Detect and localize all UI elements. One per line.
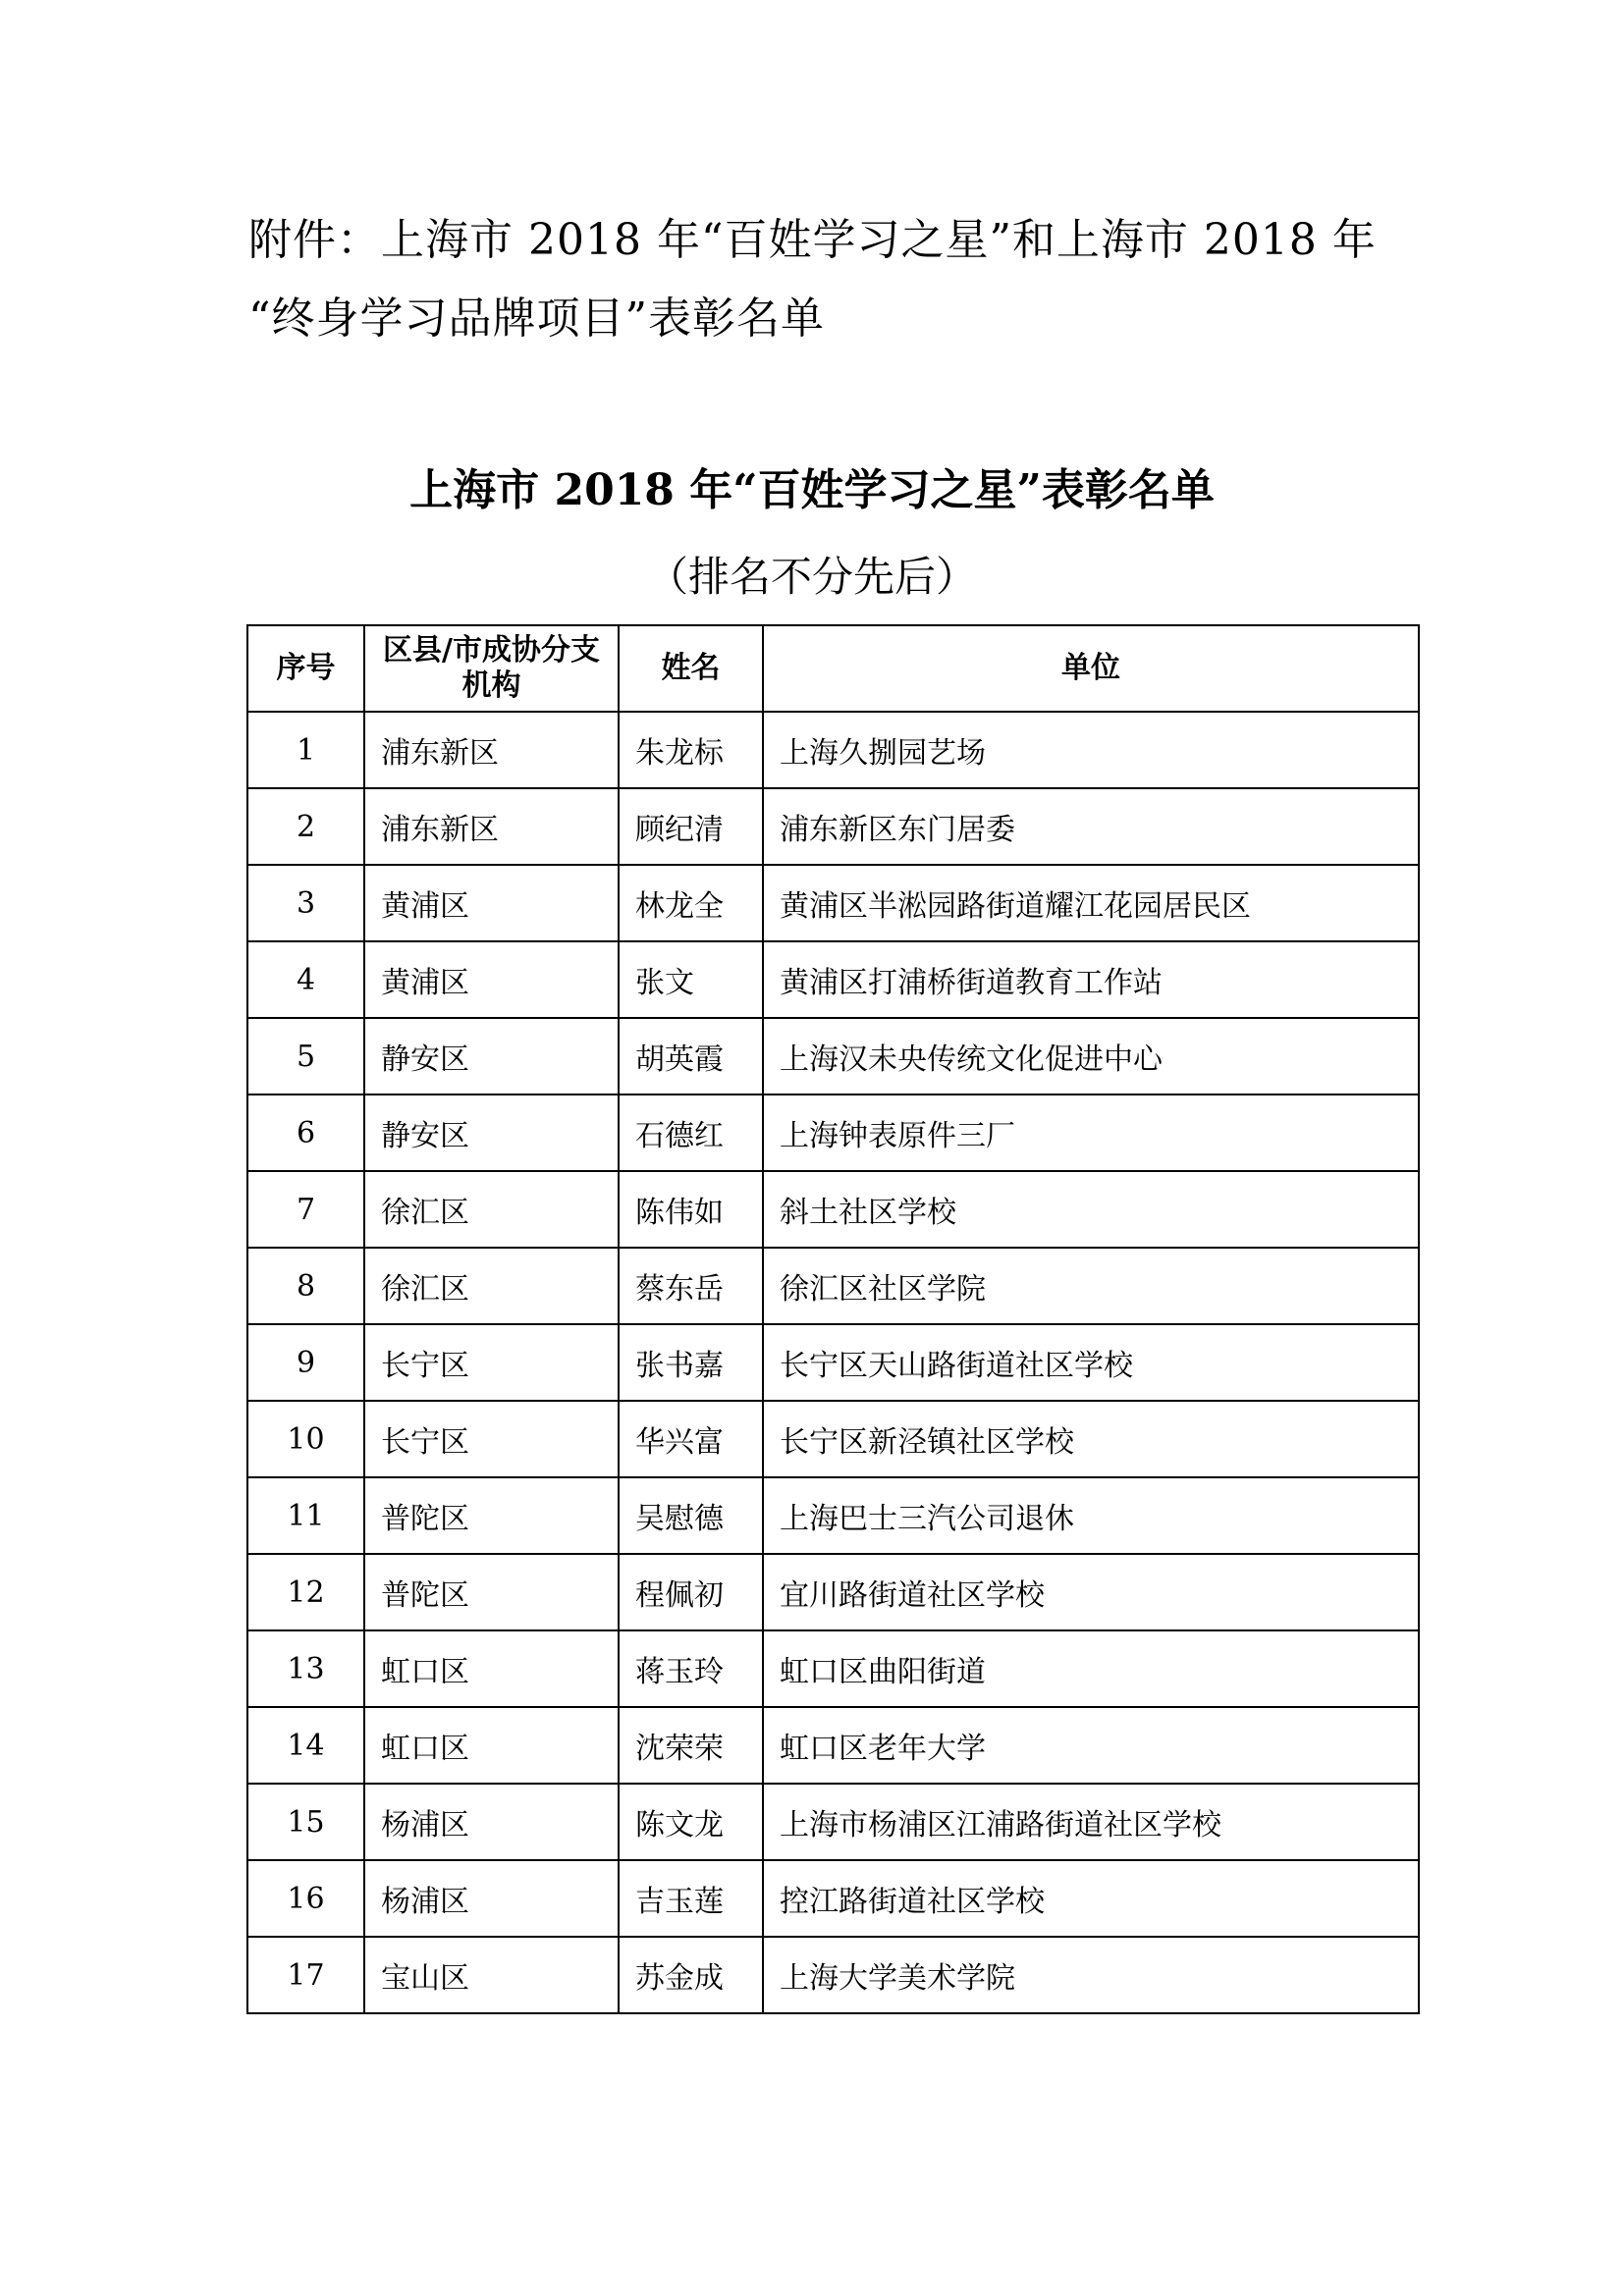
cell-name: 陈文龙	[619, 1784, 763, 1860]
header-organization: 单位	[763, 625, 1419, 712]
cell-name: 朱龙标	[619, 712, 763, 788]
table-row	[247, 1248, 1419, 1324]
cell-organization: 控江路街道社区学校	[763, 1860, 1419, 1937]
cell-district: 浦东新区	[364, 788, 619, 865]
table-row	[247, 712, 1419, 788]
cell-organization: 上海大学美术学院	[763, 1937, 1419, 2013]
cell-name: 吉玉莲	[619, 1860, 763, 1937]
cell-district: 虹口区	[364, 1630, 619, 1707]
attachment-heading-line-2: “终身学习品牌项目”表彰名单	[248, 294, 825, 344]
table-row	[247, 941, 1419, 1018]
cell-organization: 黄浦区打浦桥街道教育工作站	[763, 941, 1419, 1018]
cell-name: 沈荣荣	[619, 1707, 763, 1784]
cell-name: 陈伟如	[619, 1171, 763, 1248]
list-title: 上海市 2018 年“百姓学习之星”表彰名单	[409, 465, 1215, 515]
cell-district: 普陀区	[364, 1477, 619, 1554]
cell-district: 静安区	[364, 1095, 619, 1171]
cell-district: 宝山区	[364, 1937, 619, 2013]
table-row	[247, 1401, 1419, 1477]
table-body	[247, 712, 1419, 2013]
cell-serial-number: 16	[247, 1860, 364, 1937]
cell-name: 张文	[619, 941, 763, 1018]
cell-serial-number: 15	[247, 1784, 364, 1860]
cell-serial-number: 6	[247, 1095, 364, 1171]
cell-name: 华兴富	[619, 1401, 763, 1477]
header-name: 姓名	[619, 625, 763, 712]
cell-name: 石德红	[619, 1095, 763, 1171]
cell-organization: 上海久捌园艺场	[763, 712, 1419, 788]
cell-serial-number: 2	[247, 788, 364, 865]
table-row	[247, 1554, 1419, 1630]
table-row	[247, 1630, 1419, 1707]
table-row	[247, 1860, 1419, 1937]
cell-serial-number: 12	[247, 1554, 364, 1630]
cell-name: 苏金成	[619, 1937, 763, 2013]
cell-district: 浦东新区	[364, 712, 619, 788]
cell-district: 徐汇区	[364, 1248, 619, 1324]
attachment-heading-line-1: 附件：上海市 2018 年“百姓学习之星”和上海市 2018 年	[248, 215, 1377, 265]
cell-serial-number: 10	[247, 1401, 364, 1477]
cell-organization: 黄浦区半淞园路街道耀江花园居民区	[763, 865, 1419, 941]
cell-serial-number: 9	[247, 1324, 364, 1401]
table-row	[247, 1018, 1419, 1095]
table-row	[247, 865, 1419, 941]
cell-district: 杨浦区	[364, 1860, 619, 1937]
table-row	[247, 1324, 1419, 1401]
table-row	[247, 1707, 1419, 1784]
cell-district: 普陀区	[364, 1554, 619, 1630]
table-row	[247, 788, 1419, 865]
table-row	[247, 1784, 1419, 1860]
cell-organization: 上海汉未央传统文化促进中心	[763, 1018, 1419, 1095]
cell-organization: 长宁区新泾镇社区学校	[763, 1401, 1419, 1477]
cell-serial-number: 8	[247, 1248, 364, 1324]
cell-name: 程佩初	[619, 1554, 763, 1630]
cell-serial-number: 5	[247, 1018, 364, 1095]
cell-serial-number: 14	[247, 1707, 364, 1784]
cell-district: 黄浦区	[364, 941, 619, 1018]
header-serial-number: 序号	[247, 625, 364, 712]
cell-organization: 浦东新区东门居委	[763, 788, 1419, 865]
cell-organization: 宜川路街道社区学校	[763, 1554, 1419, 1630]
table-row	[247, 1095, 1419, 1171]
cell-serial-number: 11	[247, 1477, 364, 1554]
table-row	[247, 1477, 1419, 1554]
cell-name: 蔡东岳	[619, 1248, 763, 1324]
cell-district: 徐汇区	[364, 1171, 619, 1248]
cell-name: 张书嘉	[619, 1324, 763, 1401]
header-district: 区县/市成协分支机构	[364, 625, 619, 712]
cell-name: 林龙全	[619, 865, 763, 941]
list-subtitle: （排名不分先后）	[646, 553, 977, 601]
cell-organization: 上海钟表原件三厂	[763, 1095, 1419, 1171]
cell-organization: 长宁区天山路街道社区学校	[763, 1324, 1419, 1401]
cell-serial-number: 13	[247, 1630, 364, 1707]
cell-district: 黄浦区	[364, 865, 619, 941]
cell-district: 静安区	[364, 1018, 619, 1095]
cell-organization: 徐汇区社区学院	[763, 1248, 1419, 1324]
cell-district: 长宁区	[364, 1401, 619, 1477]
cell-serial-number: 4	[247, 941, 364, 1018]
cell-organization: 上海市杨浦区江浦路街道社区学校	[763, 1784, 1419, 1860]
cell-serial-number: 17	[247, 1937, 364, 2013]
cell-district: 长宁区	[364, 1324, 619, 1401]
cell-name: 胡英霞	[619, 1018, 763, 1095]
cell-serial-number: 7	[247, 1171, 364, 1248]
honoree-table	[246, 624, 1420, 2014]
cell-district: 杨浦区	[364, 1784, 619, 1860]
cell-serial-number: 3	[247, 865, 364, 941]
cell-name: 吴慰德	[619, 1477, 763, 1554]
cell-serial-number: 1	[247, 712, 364, 788]
cell-district: 虹口区	[364, 1707, 619, 1784]
attachment-heading	[248, 201, 1407, 358]
table-header-row	[247, 625, 1419, 712]
table-row	[247, 1937, 1419, 2013]
cell-organization: 虹口区老年大学	[763, 1707, 1419, 1784]
cell-name: 顾纪清	[619, 788, 763, 865]
cell-organization: 虹口区曲阳街道	[763, 1630, 1419, 1707]
cell-organization: 斜土社区学校	[763, 1171, 1419, 1248]
cell-name: 蒋玉玲	[619, 1630, 763, 1707]
table-row	[247, 1171, 1419, 1248]
cell-organization: 上海巴士三汽公司退休	[763, 1477, 1419, 1554]
